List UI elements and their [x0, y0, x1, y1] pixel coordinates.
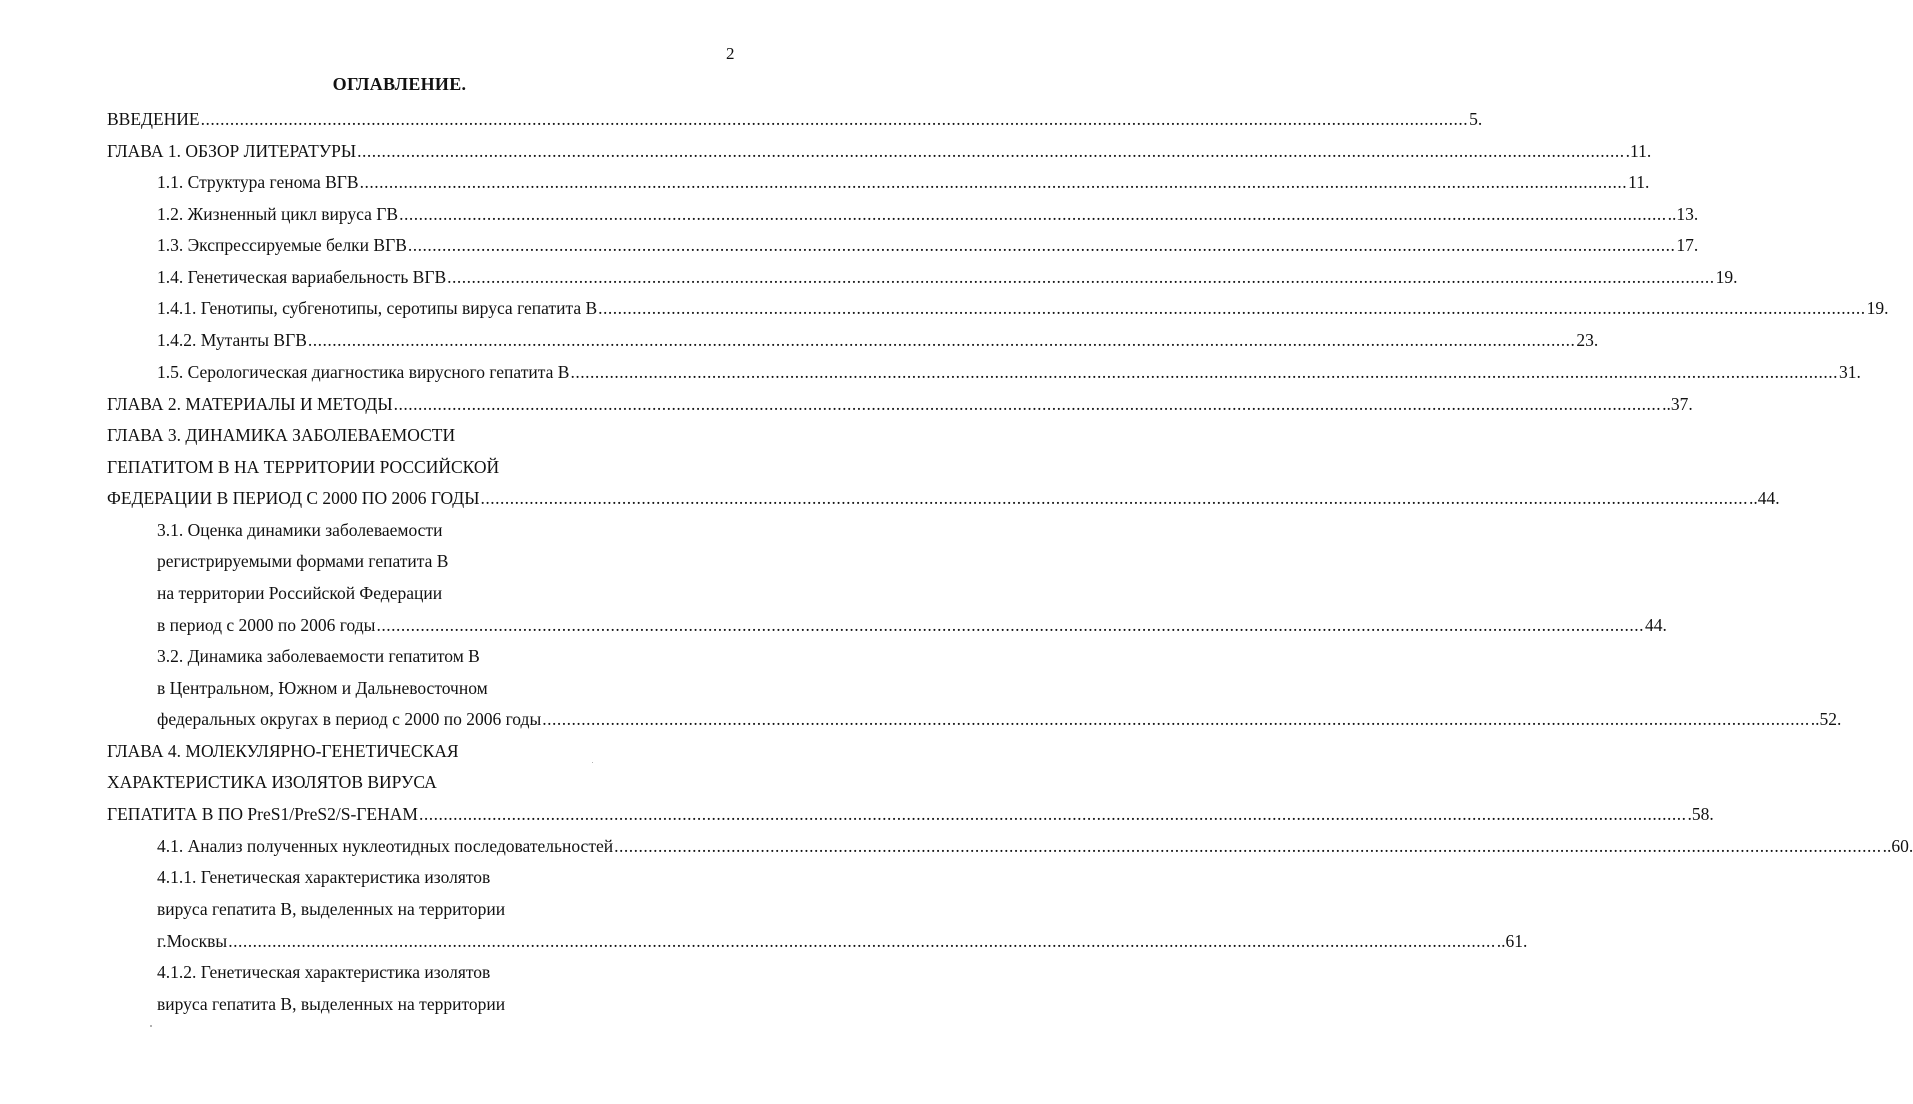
page-number: 2	[726, 44, 735, 63]
toc-entry-label: 1.3. Экспрессируемые белки ВГВ	[157, 235, 407, 255]
toc-entry-chapter-4-line-2: ХАРАКТЕРИСТИКА ИЗОЛЯТОВ ВИРУСА	[107, 772, 437, 792]
toc-leader-dots	[614, 834, 1882, 858]
toc-entry-4-1-2-line-1: 4.1.2. Генетическая характеристика изолятов	[157, 962, 491, 982]
toc-leader-dots	[357, 139, 1625, 163]
toc-entry-chapter-4-line-1: ГЛАВА 4. МОЛЕКУЛЯРНО-ГЕНЕТИЧЕСКАЯ	[107, 741, 459, 761]
toc-entry-page: 17.	[1676, 235, 1699, 255]
toc-entry-page: 11.	[1628, 172, 1650, 192]
toc-entry-page: 44.	[1644, 615, 1667, 635]
toc-entry-1-4-2	[0, 328, 1599, 352]
toc-entry-label: 4.1. Анализ полученных нуклеотидных последовательностей	[157, 836, 614, 856]
toc-entry-page: ..44.	[1748, 488, 1780, 508]
toc-leader-dots	[480, 486, 1748, 510]
toc-entry-page: 5.	[1469, 109, 1483, 129]
toc-entry-3-1-line-2: регистрируемыми формами гепатита В	[157, 551, 449, 571]
toc-leader-dots	[408, 233, 1676, 257]
toc-entry-4-1-1-line-1: 4.1.1. Генетическая характеристика изолятов	[157, 867, 491, 887]
scan-speck	[592, 762, 593, 763]
toc-entry-3-1-line-1: 3.1. Оценка динамики заболеваемости	[157, 520, 443, 540]
toc-entry-1-3	[0, 233, 1699, 257]
toc-entry-page: ..13.	[1667, 204, 1699, 224]
toc-entry-chapter-3-line-1: ГЛАВА 3. ДИНАМИКА ЗАБОЛЕВАЕМОСТИ	[107, 425, 456, 445]
toc-entry-chapter-1	[0, 139, 1652, 163]
scan-speck	[150, 1025, 152, 1027]
toc-entry-label: ГЛАВА 2. МАТЕРИАЛЫ И МЕТОДЫ	[107, 394, 393, 414]
toc-entry-page: ..60.	[1882, 836, 1913, 856]
toc-entry-label: 1.4.2. Мутанты ВГВ	[157, 330, 307, 350]
toc-entry-label: 1.2. Жизненный цикл вируса ГВ	[157, 204, 399, 224]
toc-entry-label: 1.4.1. Генотипы, субгенотипы, серотипы вируса гепатита В	[157, 298, 598, 318]
toc-entry-page: ..61.	[1496, 931, 1528, 951]
toc-entry-1-1	[0, 170, 1650, 194]
toc-entry-4-1-1	[0, 929, 1528, 953]
toc-entry-chapter-4	[0, 802, 1714, 826]
toc-leader-dots	[201, 107, 1469, 131]
toc-leader-dots	[419, 802, 1687, 826]
toc-entry-label: 1.1. Структура генома ВГВ	[157, 172, 359, 192]
toc-leader-dots	[542, 707, 1810, 731]
toc-entry-chapter-3	[0, 486, 1780, 510]
toc-leader-dots	[598, 296, 1866, 320]
toc-entry-4-1	[0, 834, 1913, 858]
toc-entry-3-1	[0, 613, 1667, 637]
toc-entry-3-1-line-3: на территории Российской Федерации	[157, 583, 443, 603]
toc-entry-4-1-1-line-2: вируса гепатита В, выделенных на территории	[157, 899, 506, 919]
toc-entry-label: в период с 2000 по 2006 годы	[157, 615, 376, 635]
toc-entry-page: ..52.	[1810, 709, 1842, 729]
toc-entry-chapter-3-line-2: ГЕПАТИТОМ В НА ТЕРРИТОРИИ РОССИЙСКОЙ	[107, 457, 500, 477]
toc-entry-1-5	[0, 360, 1861, 384]
toc-entry-label: 1.5. Серологическая диагностика вирусного гепатита В	[157, 362, 570, 382]
toc-leader-dots	[399, 202, 1667, 226]
toc-entry-3-2-line-2: в Центральном, Южном и Дальневосточном	[157, 678, 488, 698]
toc-leader-dots	[447, 265, 1715, 289]
toc-entry-page: 19.	[1715, 267, 1738, 287]
toc-entry-page: ..37.	[1662, 394, 1693, 414]
toc-leader-dots	[376, 613, 1644, 637]
toc-entry-page: .11.	[1625, 141, 1652, 161]
toc-leader-dots	[394, 392, 1662, 416]
toc-entry-label: г.Москвы	[157, 931, 228, 951]
toc-entry-label: 1.4. Генетическая вариабельность ВГВ	[157, 267, 447, 287]
toc-leader-dots	[570, 360, 1838, 384]
toc-entry-label: ГЕПАТИТА В ПО PreS1/PreS2/S-ГЕНАМ	[107, 804, 418, 824]
toc-entry-label: ВВЕДЕНИЕ	[107, 109, 200, 129]
toc-entry-page: 31.	[1838, 362, 1861, 382]
toc-entry-label: ГЛАВА 1. ОБЗОР ЛИТЕРАТУРЫ	[107, 141, 357, 161]
toc-entry-introduction	[0, 107, 1483, 131]
page-title: ОГЛАВЛЕНИЕ.	[332, 74, 467, 94]
toc-entry-chapter-2	[0, 392, 1693, 416]
toc-entry-label: федеральных округах в период с 2000 по 2006 годы	[157, 709, 542, 729]
toc-leader-dots	[360, 170, 1628, 194]
toc-entry-1-2	[0, 202, 1699, 226]
toc-entry-page: .58.	[1687, 804, 1714, 824]
toc-entry-3-2-line-1: 3.2. Динамика заболеваемости гепатитом В	[157, 646, 480, 666]
toc-entry-page: 19.	[1866, 298, 1889, 318]
toc-entry-1-4	[0, 265, 1738, 289]
toc-leader-dots	[308, 328, 1576, 352]
toc-entry-3-2	[0, 707, 1842, 731]
toc-entry-page: 23.	[1576, 330, 1599, 350]
toc-entry-label: ФЕДЕРАЦИИ В ПЕРИОД С 2000 ПО 2006 ГОДЫ	[107, 488, 480, 508]
toc-leader-dots	[228, 929, 1496, 953]
toc-entry-4-1-2-line-2: вируса гепатита В, выделенных на территории	[157, 994, 506, 1014]
toc-entry-1-4-1	[0, 296, 1889, 320]
